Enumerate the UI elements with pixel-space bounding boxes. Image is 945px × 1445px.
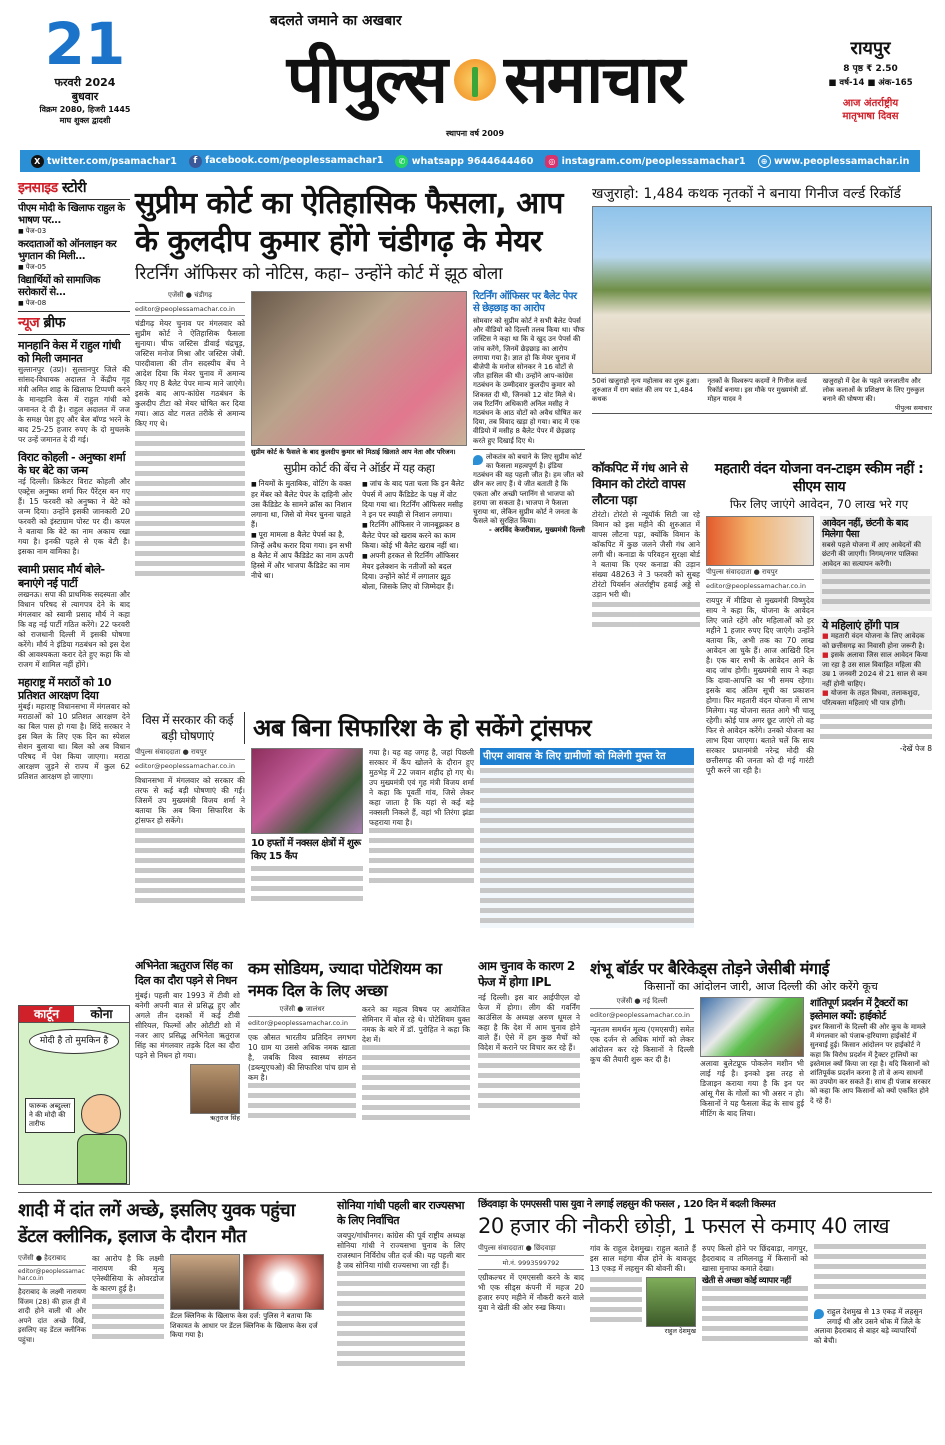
brief-title: मानहानि केस में राहुल गांधी को मिली जमानत bbox=[18, 338, 121, 365]
brief-body: सुल्तानपुर (उप्र)। सुल्तानपुर जिले की सांसद-विधायक अदालत ने केंद्रीय गृह मंत्री अमित शाह के खिलाफ टिप्पणी करने के मानहानि केस में राहुल गांधी को जमानत दे दी है। राहुल अदालत में जज के समक्ष पेश हुए और बेल बॉण्ड भरने के बाद 25-25 हजार रुपए के दो मुचलके पर उन्हें जमानत दे दी गई। bbox=[18, 364, 130, 444]
actor-story bbox=[135, 958, 240, 1123]
cockpit-headline: कॉकपिट में गंध आने से विमान को टोरंटो वापस लौटना पड़ा bbox=[592, 461, 688, 507]
globe-icon: ⊕ bbox=[758, 155, 771, 168]
sidebar-body: सोमवार को सुप्रीम कोर्ट ने सभी बैलेट पेपर्स और वीडियो को दिल्ली तलब किया था। चीफ जस्टिस ने कहा था कि वे खुद उन पेपर्स की जांच करेंगे, जिनमें छेड़छाड़ का आरोप लगाया गया है। ज्ञात हो कि मेयर चुनाव में बीजेपी के मनोज सोनकर ने 16 वोटों से जीत हासिल की थी। उन्होंने आप-कांग्रेस गठबंधन के उम्मीदवार कुलदीप कुमार को शिकस्त दी थी, जिनको 12 वोट मिले थे। जब रिटर्निंग अधिकारी अनिल मसीह ने गठबंधन के आठ वोटों को अवैध घोषित कर दिया, तब विवाद खड़ा हो गया। बाद में एक वीडियो में मसीह 8 बैलेट पेपर में छेड़छाड़ करते हुए दिखाई दिए थे। bbox=[473, 317, 585, 445]
eligibility-point: ■ इसके अलावा जिस साल आवेदन किया जा रहा है उस साल विवाहित महिला की उम्र 1 जनवरी 2024 से 21 साल से कम नहीं होनी चाहिए। bbox=[822, 651, 930, 689]
body-text-lines bbox=[478, 1053, 580, 1113]
tagline: बदलते जमाने का अखबार bbox=[270, 13, 402, 29]
lead-photo-caption: सुप्रीम कोर्ट के फैसले के बाद कुलदीप कुमार को मिठाई खिलाते आप नेता और परिजन। bbox=[251, 448, 456, 456]
order-point: ■ अपनी हरकत से रिटर्निंग ऑफिसर मेयर इलेक्शन के नतीजों को बदल दिया। उन्होंने कोर्ट में लगातार झूठ बोला, जिसके लिए वो जिम्मेदार हैं। bbox=[362, 551, 467, 592]
mahatari-headline: महतारी वंदन योजना वन-टाइम स्कीम नहीं : सीएम साय bbox=[714, 461, 924, 495]
order-point: ■ रिटर्निंग ऑफिसर ने जानबूझकर 8 बैलेट पेपर को खराब करने का काम किया। कोई भी बैलेट खराब नहीं था। bbox=[362, 520, 467, 551]
transfer-story bbox=[135, 712, 700, 928]
shambhu-body-2: अलावा बुलेटप्रूफ पोकलेन मशीन भी लाई गई है। इनको इस तरह से डिजाइन कराया गया है कि इन पर आंसू गैस के गोलों का भी असर न हो। किसानों ने यह फैसला केंद्र के साथ हुई मीटिंग के बाद लिया। bbox=[700, 1059, 804, 1118]
section-divider bbox=[18, 1192, 932, 1193]
masthead bbox=[0, 0, 945, 148]
actor-photo-caption: ऋतुराज सिंह bbox=[209, 1114, 240, 1122]
inside-item-page: ■ पेज-08 bbox=[18, 299, 130, 308]
byline: पीपुल्स संवाददाता ● रायपुर bbox=[135, 748, 245, 760]
transfer-headline: अब बिना सिफारिश के हो सकेंगे ट्रांसफर bbox=[253, 714, 592, 742]
inside-item-title: करदाताओं को ऑनलाइन कर भुगतान की मिली... bbox=[18, 238, 117, 262]
cockpit-story bbox=[592, 460, 700, 632]
inside-item[interactable] bbox=[18, 275, 130, 312]
brief-title-red: न्यूज bbox=[18, 314, 40, 331]
sonia-headline: सोनिया गांधी पहली बार राज्यसभा के लिए निर्वाचित bbox=[337, 1199, 465, 1227]
email: editor@peoplessamachar.co.in bbox=[135, 762, 245, 773]
cartoon-figure bbox=[81, 1094, 121, 1134]
highcourt-title: शांतिपूर्ण प्रदर्शन में ट्रैक्टरों का इस्तेमाल क्यों: हाईकोर्ट bbox=[810, 998, 908, 1022]
chhindwara-kicker: छिंदवाड़ा के एमएससी पास युवा ने लगाई लहसुन की फसल , 120 दिन में बदली किस्मत bbox=[478, 1199, 776, 1210]
salt-body: एक औसत भारतीय प्रतिदिन लगभग 10 ग्राम या उससे अधिक नमक खाता है, जबकि विश्व स्वास्थ्य संगठन (डब्ल्यूएचओ) की सिफारिश पांच ग्राम से कम है। bbox=[248, 1033, 356, 1082]
brief-item bbox=[18, 451, 130, 557]
email: editor@peoplessamachar.co.in bbox=[590, 1011, 694, 1022]
order-point: ■ नियमों के मुताबिक, वोटिंग के वक्त हर मेंबर को बैलेट पेपर के दाहिनी ओर उस कैंडिडेट के सामने क्रॉस का निशान लगाना था, जिसे वो मेयर चुनना चाहते हैं। bbox=[251, 479, 356, 530]
lead-subhead: रिटर्निंग ऑफिसर को नोटिस, कहा– उन्होंने कोर्ट में झूठ बोला bbox=[135, 264, 503, 284]
facebook-icon: f bbox=[189, 155, 202, 168]
brief-item bbox=[18, 563, 130, 669]
city: रायपुर bbox=[850, 38, 891, 59]
farmers-photo bbox=[700, 997, 804, 1057]
body-text-lines bbox=[135, 828, 245, 908]
whatsapp-link[interactable] bbox=[395, 155, 533, 168]
eligibility-point: ■ योजना के तहत विधवा, तलाकशुदा, परित्यक्ता महिलाएं भी पात्र होंगी। bbox=[822, 689, 930, 708]
brief-title: स्वामी प्रसाद मौर्य बोले- बनाएंगे नई पार्टी bbox=[18, 563, 105, 590]
inside-item-title: विद्यार्थियों को सामाजिक सरोकारों से... bbox=[18, 274, 100, 298]
khajuraho-story bbox=[592, 185, 932, 414]
body-text-lines bbox=[814, 1244, 926, 1304]
eligibility-title: ये महिलाएं होंगी पात्र bbox=[822, 619, 899, 633]
body-text-lines bbox=[480, 768, 694, 928]
chhindwara-body-2: गांव के राहुल देशमुख। राहुल बताते हैं इस साल महंगा बीज होने के बावजूद 13 एकड़ में लहसुन की बोवनी की। bbox=[590, 1244, 696, 1273]
weekday: बुधवार bbox=[71, 90, 99, 103]
ipl-story bbox=[478, 958, 580, 1113]
byline: एजेंसी ● नई दिल्ली bbox=[590, 997, 694, 1009]
chhindwara-quote: राहुल देशमुख से 13 एकड़ में लहसुन लगाई थी और उसने थोक में जिले के अलावा हैदराबाद से बाहर बड़े व्यापारियों को बेची। bbox=[814, 1307, 923, 1345]
cartoon-paper: फारूक अब्दुल्ला ने की मोदी की तारीफ bbox=[25, 1098, 75, 1133]
body-text-lines bbox=[702, 1286, 808, 1346]
khajuraho-headline: खजुराहो: 1,484 कथक नृतकों ने बनाया गिनीज वर्ल्ड रिकॉर्ड bbox=[592, 186, 901, 202]
special-day bbox=[818, 97, 923, 123]
pm-awas-title: पीएम आवास के लिए ग्रामीणों को मिलेगी मुफ्त रेत bbox=[480, 748, 694, 765]
cartoon-figure-body bbox=[77, 1134, 127, 1184]
body-text-lines bbox=[248, 1083, 356, 1123]
eligibility-point: ■ महतारी वंदन योजना के लिए आवेदक को छत्तीसगढ़ का निवासी होना जरूरी है। bbox=[822, 632, 930, 651]
left-column bbox=[18, 180, 130, 782]
shambhu-subhead: किसानों का आंदोलन जारी, आज दिल्ली की ओर करेंगे कूच bbox=[644, 980, 878, 993]
dental-photo-person bbox=[170, 1254, 240, 1310]
mahatari-side bbox=[820, 516, 932, 611]
ipl-body: नई दिल्ली। इस बार आईपीएल दो फेज में होगा। लीग की गवर्निंग काउंसिल के अध्यक्ष अरुण धूमल ने कहा है कि देश में आम चुनाव होने वाले हैं। ऐसे में हम कुछ मैचों को विदेश में कराने पर विचार कर रहे हैं। bbox=[478, 993, 580, 1052]
dental-photo-teeth bbox=[243, 1254, 324, 1310]
brief-body: मुंबई। महाराष्ट्र विधानसभा में मंगलवार को मराठाओं को 10 प्रतिशत आरक्षण देने का बिल पास हो गया है। शिंदे सरकार ने इस बिल के लिए एक दिन का स्पेशल सेशन बुलाया था। बिल को अब विधान परिषद में पेश किया जाएगा। मराठा आरक्षण जुड़ने से राज्य में कुल 62 प्रतिशत आरक्षण हो जाएगा। bbox=[18, 702, 130, 782]
chhindwara-story bbox=[478, 1198, 932, 1346]
chhindwara-side-title: खेती से अच्छा कोई व्यापार नहीं bbox=[702, 1276, 791, 1286]
twitter-handle: twitter.com/psamachar1 bbox=[46, 155, 177, 167]
edition-block bbox=[818, 38, 923, 123]
x-icon: X bbox=[31, 155, 44, 168]
website-url: www.peoplessamachar.in bbox=[773, 155, 910, 167]
order-point: ■ जांच के बाद पता चला कि इन बैलेट पेपर्स में आप कैंडिडेट के पक्ष में वोट दिया गया था। रिटर्निंग ऑफिसर मसीह ने इन पर स्याही से निशान लगाया। bbox=[362, 479, 467, 520]
transfer-photo bbox=[251, 748, 363, 834]
inside-story-title bbox=[18, 180, 130, 200]
calendar: विक्रम 2080, हिजरी 1445 bbox=[39, 105, 131, 114]
quote-icon bbox=[473, 455, 483, 465]
volume: ■ वर्ष-14 ■ अंक-165 bbox=[828, 78, 913, 88]
social-bar bbox=[20, 150, 920, 172]
title-row bbox=[160, 36, 810, 124]
salt-story bbox=[248, 958, 470, 1125]
khajuraho-caption: 50वां खजुराहो नृत्य महोत्सव का शुरू हुआ। शुरुआत में राग बसंत की लय पर 1,484 कथक bbox=[592, 377, 700, 403]
shambhu-headline: शंभू बॉर्डर पर बैरिकेड्स तोड़ने जेसीबी मंगाई bbox=[590, 959, 829, 978]
facebook-handle: facebook.com/peoplessamachar1 bbox=[205, 154, 384, 166]
brief-item bbox=[18, 676, 130, 782]
mahatari-subhead: फिर लिए जाएंगे आवेदन, 70 लाख भरे गए bbox=[729, 497, 909, 511]
title-left: पीपुल्स bbox=[286, 41, 447, 118]
inside-item[interactable] bbox=[18, 203, 130, 236]
farmer-photo-caption: राहुल देशमुख bbox=[664, 1327, 696, 1335]
brief-title: विराट कोहली - अनुष्का शर्मा के घर बेटे का जन्म bbox=[18, 450, 126, 478]
date-day: 21 bbox=[44, 10, 126, 78]
inside-item-title: पीएम मोदी के खिलाफ राहुल के भाषण पर... bbox=[18, 202, 125, 226]
twitter-link[interactable] bbox=[31, 155, 177, 168]
email: editor@peoplessamachar.co.in bbox=[706, 582, 814, 593]
sonia-body: जयपुर/गांधीनगर। कांग्रेस की पूर्व राष्ट्रीय अध्यक्ष सोनिया गांधी ने राज्यसभा चुनाव के लिए राजस्थान निर्विरोध जीत दर्ज की। यह पहली बार है जब सोनिया गांधी राज्यसभा जा रही हैं। bbox=[337, 1231, 465, 1270]
chhindwara-headline: 20 हजार की नौकरी छोड़ी, 1 फसल से कमाए 40 लाख bbox=[478, 1214, 890, 1238]
lead-body: चंडीगढ़ मेयर चुनाव पर मंगलवार को सुप्रीम कोर्ट ने ऐतिहासिक फैसला सुनाया। चीफ जस्टिस डीवाई चंद्रचूड़, जस्टिस मनोज मिश्रा और जस्टिस जेबी. पारदीवाला की तीन सदस्यीय बेंच ने आदेश दिया कि मेयर चुनाव में अमान्य किए गए 8 बैलेट पेपर मान्य माने जाएंगे। इसके बाद आप-कांग्रेस गठबंधन के कुलदीप टीटा को मेयर घोषित कर दिया गया। आठ वोट गलत तरीके से अमान्य किए गए थे। bbox=[135, 319, 245, 428]
pages-price: 8 पृष्ठ ₹ 2.50 bbox=[843, 64, 898, 74]
website-link[interactable] bbox=[758, 155, 910, 168]
sidebar-title: रिटर्निंग ऑफिसर पर बैलेट पेपर से छेड़छाड़ का आरोप bbox=[473, 291, 577, 314]
byline: एजेंसी ● चंडीगढ़ bbox=[135, 291, 245, 303]
quote: लोकतंत्र को बचाने के लिए सुप्रीम कोर्ट का फैसला महत्वपूर्ण है। इंडिया गठबंधन की यह पहली जीत है। हम जीत को छीन कर लाए हैं। ये जीत बताती है कि एकता और अच्छी प्लानिंग से भाजपा को हराया जा सकता है। भाजपा ने फैसला चुराया था, लेकिन सुप्रीम कोर्ट ने जनता के फैसले को सुरक्षित किया। bbox=[473, 452, 584, 526]
special-day-line1: आज अंतर्राष्ट्रीय bbox=[842, 98, 899, 109]
body-text-lines bbox=[592, 602, 700, 632]
eligibility-box bbox=[820, 617, 932, 710]
dental-body-2: का आरोप है कि लक्ष्मी नारायण की मृत्यु एनेस्थीसिया के ओवरडोज के कारण हुई है। bbox=[92, 1254, 164, 1293]
byline: पीपुल्स संवाददाता ● छिंदवाड़ा bbox=[478, 1244, 584, 1256]
brief-title: महाराष्ट्र में मराठों को 10 प्रतिशत आरक्षण दिया bbox=[18, 675, 112, 702]
shambhu-story bbox=[590, 958, 932, 1119]
special-day-line2: मातृभाषा दिवस bbox=[842, 111, 899, 122]
byline: एजेंसी ● हैदराबाद bbox=[18, 1254, 86, 1266]
brief-body: नई दिल्ली। क्रिकेटर विराट कोहली और एक्ट्रेस अनुष्का शर्मा फिर पैरेंट्स बन गए हैं। 15 फरवरी को अनुष्का ने बेटे को जन्म दिया। उन्होंने इसकी जानकारी 20 फरवरी को इंस्टाग्राम पोस्ट पर दी। कपल ने बताया कि बेटे का नाम अकाय रखा गया है। इनकी पहले से एक बेटी है। इसका नाम वामिका है। bbox=[18, 477, 130, 557]
body-text-lines bbox=[590, 1277, 642, 1327]
mahatari-body: रायपुर में मीडिया से मुख्यमंत्री विष्णुदेव साय ने कहा कि, योजना के आवेदन लिए जाते रहेंगे और महिलाओं को हर महीने 1 हजार रुपए दिए जाएंगे। उन्होंने बताया कि, अभी तक का 70 लाख आवेदन आ चुके हैं। आज आखिरी दिन है। एक बार सभी के आवेदन आने के बाद जांच होगी। मुख्यमंत्री साय ने कहा कि दावा-आपत्ति का भी समय रहेगा। इसके बाद अंतिम सूची का प्रकाशन होगा। फिर महतारी वंदन योजना में लाभ मिलेगा। यह योजना सतत आगे भी चालू रहेगी। कोई पात्र अगर छूट जाएंगे तो वह फिर से आवेदन करेंगे। उनको योजना का लाभ दिया जाएगा। बताते चलें कि साय सरकार प्रधानमंत्री नरेन्द्र मोदी की छत्तीसगढ़ की जनता को दी गई गारंटी पूरी करने जा रही है। bbox=[706, 596, 814, 775]
khajuraho-caption: नृतकों के विश्वरूप कदमों ने गिनीज वर्ल्ड रिकॉर्ड बनाया। इस मौके पर मुख्यमंत्री डॉ. मोहन यादव ने bbox=[707, 377, 808, 403]
inside-item-page: ■ पेज-03 bbox=[18, 227, 130, 236]
brief-title-black: ब्रीफ bbox=[43, 314, 65, 331]
body-text-lines bbox=[251, 866, 363, 906]
ipl-headline: आम चुनाव के कारण 2 फेज में होगा IPL bbox=[478, 959, 575, 989]
cockpit-body: टोरंटो। टोरंटो से न्यूयॉर्क सिटी जा रहे विमान को इस महीने की शुरुआत में वापस लौटना पड़ा, क्योंकि विमान के कॉकपिट में कुछ जलने जैसी गंध आने लगी थी। कनाडा के परिवहन सुरक्षा बोर्ड ने बताया कि एयर कनाडा की उड़ान संख्या 48263 ने 3 फरवरी को सुबह टोरंटो पियर्सन अंतर्राष्ट्रीय हवाई अड्डे से उड़ान भरी थी। bbox=[592, 510, 700, 599]
email: editor@peoplessamachar.co.in bbox=[135, 305, 245, 316]
order-points bbox=[251, 479, 467, 592]
cartoon-box bbox=[18, 1005, 130, 1185]
whatsapp-number: whatsapp 9644644460 bbox=[411, 155, 534, 167]
body-text-lines bbox=[362, 1045, 470, 1125]
mahatari-side-title: आवेदन नहीं, छंटनी के बाद मिलेगा पैसा bbox=[822, 518, 908, 541]
photo-credit: पीपुल्स समाचार bbox=[592, 404, 932, 414]
body-text-lines bbox=[92, 1294, 164, 1344]
quote-icon bbox=[814, 1309, 824, 1319]
farmer-photo bbox=[646, 1277, 696, 1327]
actor-headline: अभिनेता ऋतुराज सिंह का दिल का दौरा पड़ने से निधन bbox=[135, 959, 237, 987]
order-point: ■ पूरा मामला 8 बैलेट पेपर्स का है, जिन्हें अवैध करार दिया गया। इन सभी 8 बैलेट में आप कैंडिडेट का नाम ऊपरी हिस्से में और भाजपा कैंडिडेट का नाम नीचे था। bbox=[251, 530, 356, 581]
tithi: माघ शुक्ल द्वादशी bbox=[59, 116, 111, 125]
body-text-lines bbox=[369, 828, 474, 888]
dental-photo-caption: डेंटल क्लिनिक के खिलाफ केस दर्ज: पुलिस ने बताया कि शिकायत के आधार पर डेंटल क्लिनिक के खिलाफ केस दर्ज किया गया है। bbox=[170, 1312, 318, 1339]
sonia-story bbox=[337, 1198, 465, 1371]
cm-photo bbox=[706, 516, 814, 566]
transfer-kicker: विस में सरकार की कई बड़ी घोषणाएं bbox=[135, 712, 245, 744]
phone: मो.नं. 9993599792 bbox=[478, 1258, 584, 1270]
date-month-year: फरवरी 2024 bbox=[54, 76, 116, 89]
body-text-lines bbox=[135, 431, 245, 581]
khajuraho-caption: खजुराहो में देश के पहले जनजातीय और लोक कलाओं के प्रशिक्षण के लिए गुरुकुल बनाने की घोषणा की। bbox=[822, 377, 925, 403]
order-title: सुप्रीम कोर्ट की बेंच ने ऑर्डर में यह कहा bbox=[283, 461, 435, 475]
email: editor@peoplessamachar.co.in bbox=[18, 1268, 86, 1285]
lead-story bbox=[135, 185, 585, 592]
lead-sidebar bbox=[473, 291, 585, 535]
speech-bubble: मोदी है तो मुमकिन है bbox=[29, 1029, 119, 1054]
date-block bbox=[30, 10, 140, 126]
title-right: समाचार bbox=[504, 41, 684, 118]
body-text-lines bbox=[820, 714, 932, 744]
body-text-lines bbox=[337, 1271, 465, 1371]
salt-headline: कम सोडियम, ज्यादा पोटेशियम का नमक दिल के लिए अच्छा bbox=[248, 959, 442, 1000]
byline: एजेंसी ● जालंधर bbox=[248, 1005, 356, 1017]
brief-body: लखनऊ। सपा की प्राथमिक सदस्यता और विधान परिषद से त्यागपत्र देने के बाद मंगलवार को स्वामी प्रसाद मौर्य ने कहा कि वह नई पार्टी गठित करेंगे। 22 फरवरी को राजधानी दिल्ली में इसकी घोषणा करेंगे। मौर्य ने इंडिया गठबंधन को इस देश की आवश्यकता करार देते हुए कहा कि वो राजग में शामिल नहीं होंगे। bbox=[18, 589, 130, 669]
continued-ref: -देखें पेज 8 bbox=[899, 744, 932, 754]
instagram-handle: instagram.com/peoplessamachar1 bbox=[561, 155, 746, 167]
transfer-body-2: गया है। यह वह जगह है, जहां पिछली सरकार में कैंप खोलने के दौरान हुए मुठभेड़ में 22 जवान शहीद हो गए थे। उप मुख्यमंत्री एवं गृह मंत्री विजय शर्मा ने कहा कि पूवर्ती गांव, जिसे लेकर कहा जाता है कि यहां से कई बड़े नक्सली निकले हैं, वहां भी तिरंगा झंडा फहराया गया है। bbox=[369, 748, 474, 827]
lead-headline: सुप्रीम कोर्ट का ऐतिहासिक फैसला, आप के कुलदीप कुमार होंगे चंडीगढ़ के मेयर bbox=[135, 186, 563, 259]
pm-awas-box bbox=[480, 748, 694, 928]
mahatari-story bbox=[706, 460, 932, 776]
dental-story bbox=[18, 1198, 330, 1345]
cartoon-label-red: कार्टून bbox=[19, 1006, 74, 1022]
dental-headline: शादी में दांत लगें अच्छे, इसलिए युवक पहुंचा डेंटल क्लीनिक, इलाज के दौरान मौत bbox=[18, 1200, 295, 1247]
established: स्थापना वर्ष 2009 bbox=[445, 129, 505, 138]
email: editor@peoplessamachar.co.in bbox=[248, 1019, 356, 1030]
shambhu-body: न्यूनतम समर्थन मूल्य (एमएसपी) समेत एक दर्जन से अधिक मांगों को लेकर आंदोलन कर रहे किसानों ने दिल्ली कूच की तैयारी शुरू कर दी है। bbox=[590, 1025, 694, 1064]
actor-body: मुंबई। पहली बार 1993 में टीवी शो बनेगी अपनी बात से प्रसिद्ध हुए और अगले तीन दशकों में कई टीवी सीरियल, फिल्मों और ओटीटी शो में नजर आए प्रसिद्ध अभिनेता ऋतुराज सिंह का मंगलवार तड़के दिल का दौरा पड़ने से निधन हो गया। bbox=[135, 991, 240, 1060]
transfer-body: विधानसभा में मंगलवार को सरकार की तरफ से कई बड़ी घोषणाएं की गईं। जिसमें उप मुख्यमंत्री विजय शर्मा ने बताया कि अब बिना सिफारिश के ट्रांसफर हो सकेंगे। bbox=[135, 776, 245, 825]
chhindwara-body: एग्रीकल्चर में एमएससी करने के बाद भी एक सीड्स कंपनी में महज 20 हजार रुपए महीने में नौकरी करने वाले युवा ने खेती की ओर रुख किया। bbox=[478, 1273, 584, 1312]
inside-title-red: इनसाइड bbox=[18, 180, 58, 196]
dental-body: हैदराबाद के लक्ष्मी नारायण विंजम (28) की हाल ही में शादी होने वाली थी और अपने दांत अच्छे दिखें, इसलिए वह डेंटल क्लीनिक पहुंचा। bbox=[18, 1288, 86, 1344]
lead-photo bbox=[251, 291, 467, 446]
cartoon-label-black: कोना bbox=[90, 1007, 113, 1021]
instagram-link[interactable] bbox=[545, 155, 745, 168]
facebook-link[interactable] bbox=[189, 155, 384, 168]
news-brief-title bbox=[18, 312, 130, 335]
inside-title-black: स्टोरी bbox=[61, 180, 86, 196]
chhindwara-body-3: रुपए किलो होने पर छिंदवाड़ा, नागपुर, हैदराबाद व तमिलनाडु में किसानों को खासा मुनाफा कमाते देखा। bbox=[702, 1244, 808, 1273]
instagram-icon: ◎ bbox=[545, 155, 558, 168]
brief-item bbox=[18, 339, 130, 445]
body-text-lines bbox=[822, 569, 930, 609]
quote-author: - अरविंद केजरीवाल, मुख्यमंत्री दिल्ली bbox=[488, 526, 585, 535]
inside-item-page: ■ पेज-05 bbox=[18, 263, 130, 272]
inside-item[interactable] bbox=[18, 239, 130, 272]
logo-emblem bbox=[454, 59, 496, 101]
whatsapp-icon: ✆ bbox=[395, 155, 408, 168]
highcourt-body: इधर किसानों के दिल्ली की ओर कूच के मामले में मंगलवार को पंजाब-हरियाणा हाईकोर्ट में सुनवाई हुई। किसान आंदोलन पर हाईकोर्ट ने कहा कि विरोध प्रदर्शन में ट्रैक्टर ट्रालियों का इस्तेमाल क्यों किया जा रहा है। यदि किसानों को शांतिपूर्वक प्रदर्शन करना है तो वे अन्य साधनों का उपयोग कर सकते हैं। साथ ही पंजाब सरकार को कहा कि आप किसानों को क्यों एकत्रित होने दे रहे हैं। bbox=[810, 1023, 931, 1105]
salt-body-2: करने का महत्व विषय पर आयोजित सेमिनार में बोल रहे थे। पोटेशियम युक्त नमक के बारे में डॉ. पुरोहित ने कहा कि देश में। bbox=[362, 1005, 470, 1044]
khajuraho-photo bbox=[592, 206, 932, 374]
actor-photo bbox=[190, 1064, 240, 1114]
naxal-camps-title: 10 हफ्तों में नक्सल क्षेत्रों में शुरू किए 15 कैंप bbox=[251, 838, 361, 862]
mahatari-side-body: सबसे पहले योजना में आए आवेदनों की छंटनी की जाएगी। निगम/नगर पालिका आवेदन का सत्यापन करेंगी। bbox=[822, 540, 921, 568]
byline: पीपुल्स संवाददाता ● रायपुर bbox=[706, 568, 814, 580]
